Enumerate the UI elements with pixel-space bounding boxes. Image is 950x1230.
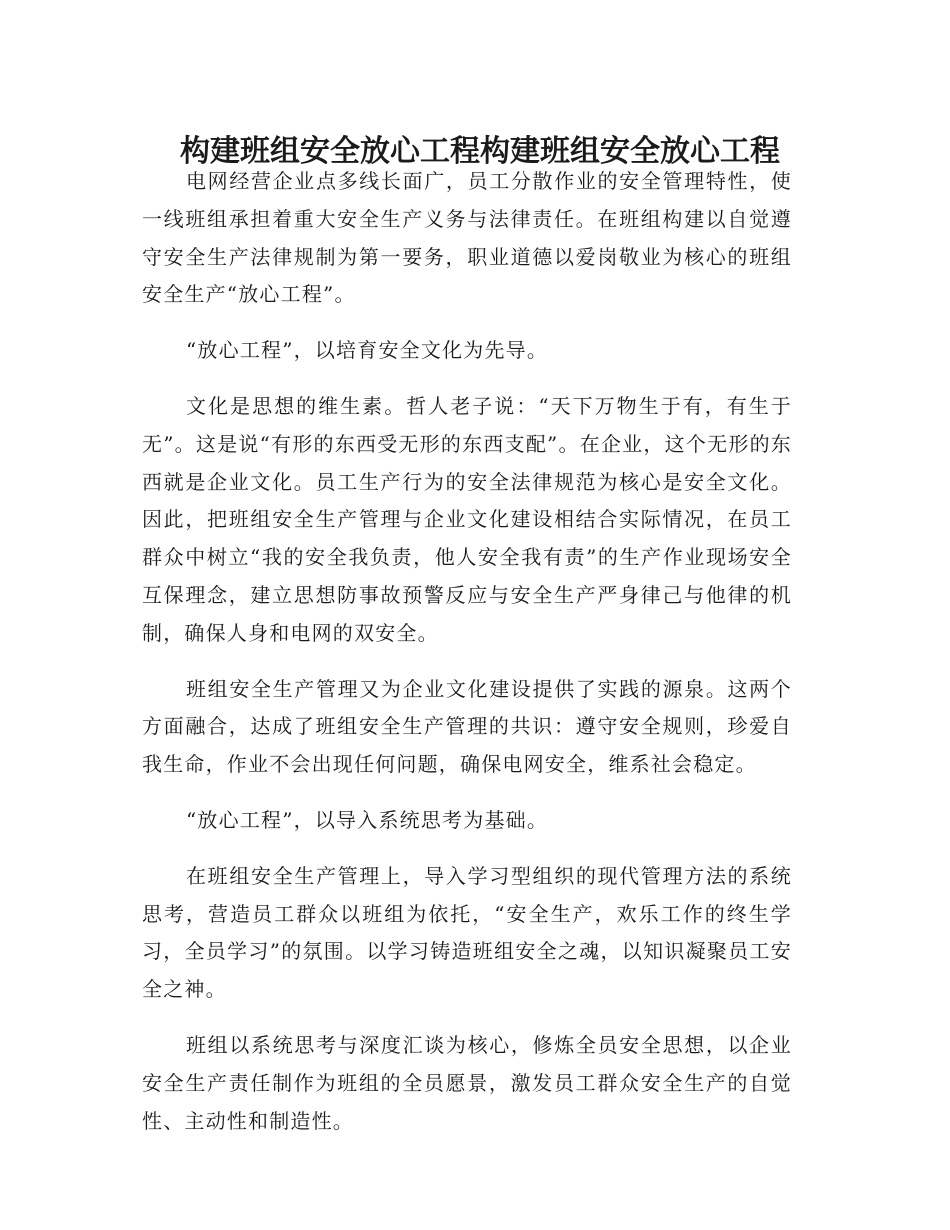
document-body (142, 163, 792, 1158)
paragraph: 电网经营企业点多线长面广，员工分散作业的安全管理特性，使一线班组承担着重大安全生产义务与法律责任。在班组构建以自觉遵守安全生产法律规制为第一要务，职业道德以爱岗敬业为核心的班组安全生产“放心工程”。 (142, 169, 792, 307)
document-title: 构建班组安全放心工程构建班组安全放心工程 (180, 134, 780, 170)
paragraph: 班组以系统思考与深度汇谈为核心，修炼全员安全思想，以企业安全生产责任制作为班组的全员愿景，激发员工群众安全生产的自觉性、主动性和制造性。 (142, 1032, 792, 1133)
paragraph: 文化是思想的维生素。哲人老子说：“天下万物生于有，有生于无”。这是说“有形的东西受无形的东西支配”。在企业，这个无形的东西就是企业文化。员工生产行为的安全法律规范为核心是安全文化。因此，把班组安全生产管理与企业文化建设相结合实际情况，在员工群众中树立“我的安全我负责，他人安全我有责”的生产作业现场安全互保理念，建立思想防事故预警反应与安全生产严身律己与他律的机制，确保人身和电网的双安全。 (142, 393, 792, 645)
paragraph: 班组安全生产管理又为企业文化建设提供了实践的源泉。这两个方面融合，达成了班组安全生产管理的共识：遵守安全规则，珍爱自我生命，作业不会出现任何问题，确保电网安全，维系社会稳定。 (142, 676, 792, 777)
paragraph: “放心工程”，以导入系统思考为基础。 (186, 807, 549, 832)
paragraph: 在班组安全生产管理上，导入学习型组织的现代管理方法的系统思考，营造员工群众以班组为依托，“安全生产，欢乐工作的终生学习，全员学习”的氛围。以学习铸造班组安全之魂，以知识凝聚员工安全之神。 (142, 863, 792, 1002)
paragraph: “放心工程”，以培育安全文化为先导。 (186, 338, 549, 363)
